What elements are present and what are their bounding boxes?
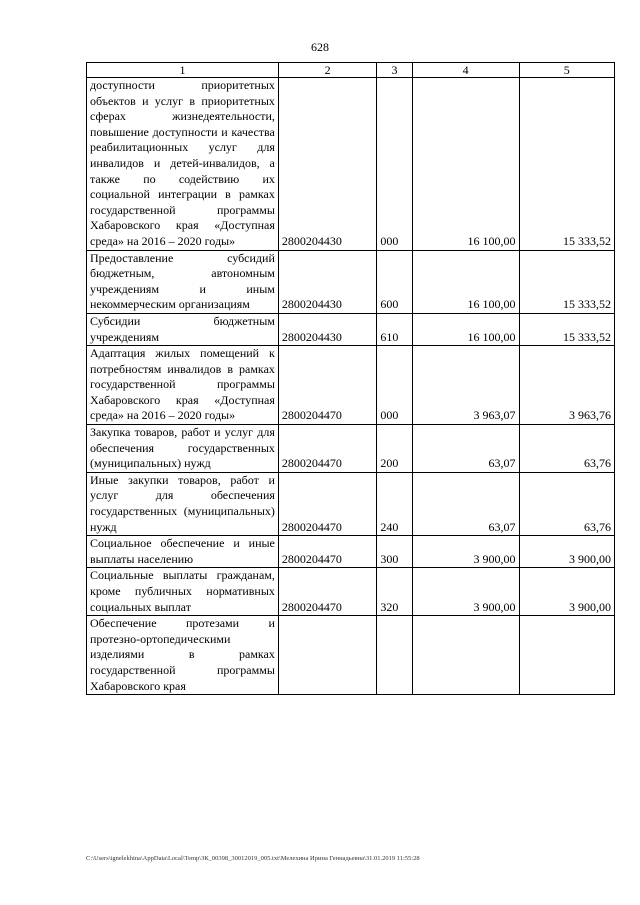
row-sum-col-4: 3 900,00 bbox=[412, 536, 519, 568]
table-row bbox=[87, 536, 615, 568]
table-row bbox=[87, 313, 615, 345]
row-name: Обеспечение протезами и протезно-ортопедическими изделиями в рамках государственной программы Хабаровского края bbox=[87, 616, 279, 695]
row-sum-col-4: 3 900,00 bbox=[412, 568, 519, 616]
row-target-code: 2800204430 bbox=[278, 78, 377, 251]
row-sum-col-5: 15 333,52 bbox=[519, 78, 614, 251]
page-number: 628 bbox=[311, 40, 329, 54]
row-name: Социальные выплаты гражданам, кроме публичных нормативных социальных выплат bbox=[87, 568, 279, 616]
row-name: Социальное обеспечение и иные выплаты населению bbox=[87, 536, 279, 568]
row-target-code: 2800204430 bbox=[278, 313, 377, 345]
row-target-code: 2800204470 bbox=[278, 472, 377, 535]
table-header-row bbox=[87, 63, 615, 78]
row-target-code: 2800204470 bbox=[278, 425, 377, 473]
row-expense-type: 300 bbox=[377, 536, 412, 568]
row-target-code: 2800204430 bbox=[278, 250, 377, 313]
row-name: Иные закупки товаров, работ и услуг для обеспечения государственных (муниципальных) нужд bbox=[87, 472, 279, 535]
header-col-2: 2 bbox=[278, 63, 377, 78]
header-col-5: 5 bbox=[519, 63, 614, 78]
header-col-3: 3 bbox=[377, 63, 412, 78]
row-sum-col-4: 16 100,00 bbox=[412, 313, 519, 345]
row-expense-type bbox=[377, 616, 412, 695]
row-name: доступности приоритетных объектов и услуг в приоритетных сферах жизнедеятельности, повышение доступности и качества реабилитационных услуг для инвалидов и детей-инвалидов, а также по содействию их социальной интеграции в рамках государственной программы Хабаровского края «Доступная среда» на 2016 – 2020 годы» bbox=[87, 78, 279, 251]
document-footer-path: C:\Users\ignelekhina\AppData\Local\Temp\ЗК_00398_30012019_005.txt\Мелехина Ирина Геннадьевна\31.01.2019 11:55:28 bbox=[86, 855, 420, 862]
row-sum-col-5 bbox=[519, 616, 614, 695]
row-target-code: 2800204470 bbox=[278, 568, 377, 616]
table-row bbox=[87, 78, 615, 251]
row-sum-col-4: 63,07 bbox=[412, 425, 519, 473]
table-row bbox=[87, 568, 615, 616]
row-target-code: 2800204470 bbox=[278, 536, 377, 568]
row-expense-type: 000 bbox=[377, 346, 412, 425]
row-sum-col-5: 3 963,76 bbox=[519, 346, 614, 425]
row-sum-col-4 bbox=[412, 616, 519, 695]
row-sum-col-4: 16 100,00 bbox=[412, 250, 519, 313]
row-expense-type: 610 bbox=[377, 313, 412, 345]
table-row bbox=[87, 425, 615, 473]
table-row bbox=[87, 250, 615, 313]
row-sum-col-5: 63,76 bbox=[519, 472, 614, 535]
row-sum-col-5: 3 900,00 bbox=[519, 568, 614, 616]
row-expense-type: 200 bbox=[377, 425, 412, 473]
row-sum-col-4: 63,07 bbox=[412, 472, 519, 535]
row-name: Предоставление субсидий бюджетным, автономным учреждениям и иным некоммерческим организациям bbox=[87, 250, 279, 313]
table-row bbox=[87, 616, 615, 695]
row-sum-col-4: 16 100,00 bbox=[412, 78, 519, 251]
row-sum-col-5: 3 900,00 bbox=[519, 536, 614, 568]
row-expense-type: 600 bbox=[377, 250, 412, 313]
row-target-code bbox=[278, 616, 377, 695]
row-name: Адаптация жилых помещений к потребностям инвалидов в рамках государственной программы Хабаровского края «Доступная среда» на 2016 – 2020 годы» bbox=[87, 346, 279, 425]
row-name: Субсидии бюджетным учреждениям bbox=[87, 313, 279, 345]
row-sum-col-5: 63,76 bbox=[519, 425, 614, 473]
row-sum-col-5: 15 333,52 bbox=[519, 313, 614, 345]
row-name: Закупка товаров, работ и услуг для обеспечения государственных (муниципальных) нужд bbox=[87, 425, 279, 473]
budget-table bbox=[86, 62, 615, 695]
row-expense-type: 000 bbox=[377, 78, 412, 251]
row-sum-col-4: 3 963,07 bbox=[412, 346, 519, 425]
row-sum-col-5: 15 333,52 bbox=[519, 250, 614, 313]
row-expense-type: 320 bbox=[377, 568, 412, 616]
row-target-code: 2800204470 bbox=[278, 346, 377, 425]
table-row bbox=[87, 472, 615, 535]
row-expense-type: 240 bbox=[377, 472, 412, 535]
table-row bbox=[87, 346, 615, 425]
header-col-4: 4 bbox=[412, 63, 519, 78]
header-col-1: 1 bbox=[87, 63, 279, 78]
